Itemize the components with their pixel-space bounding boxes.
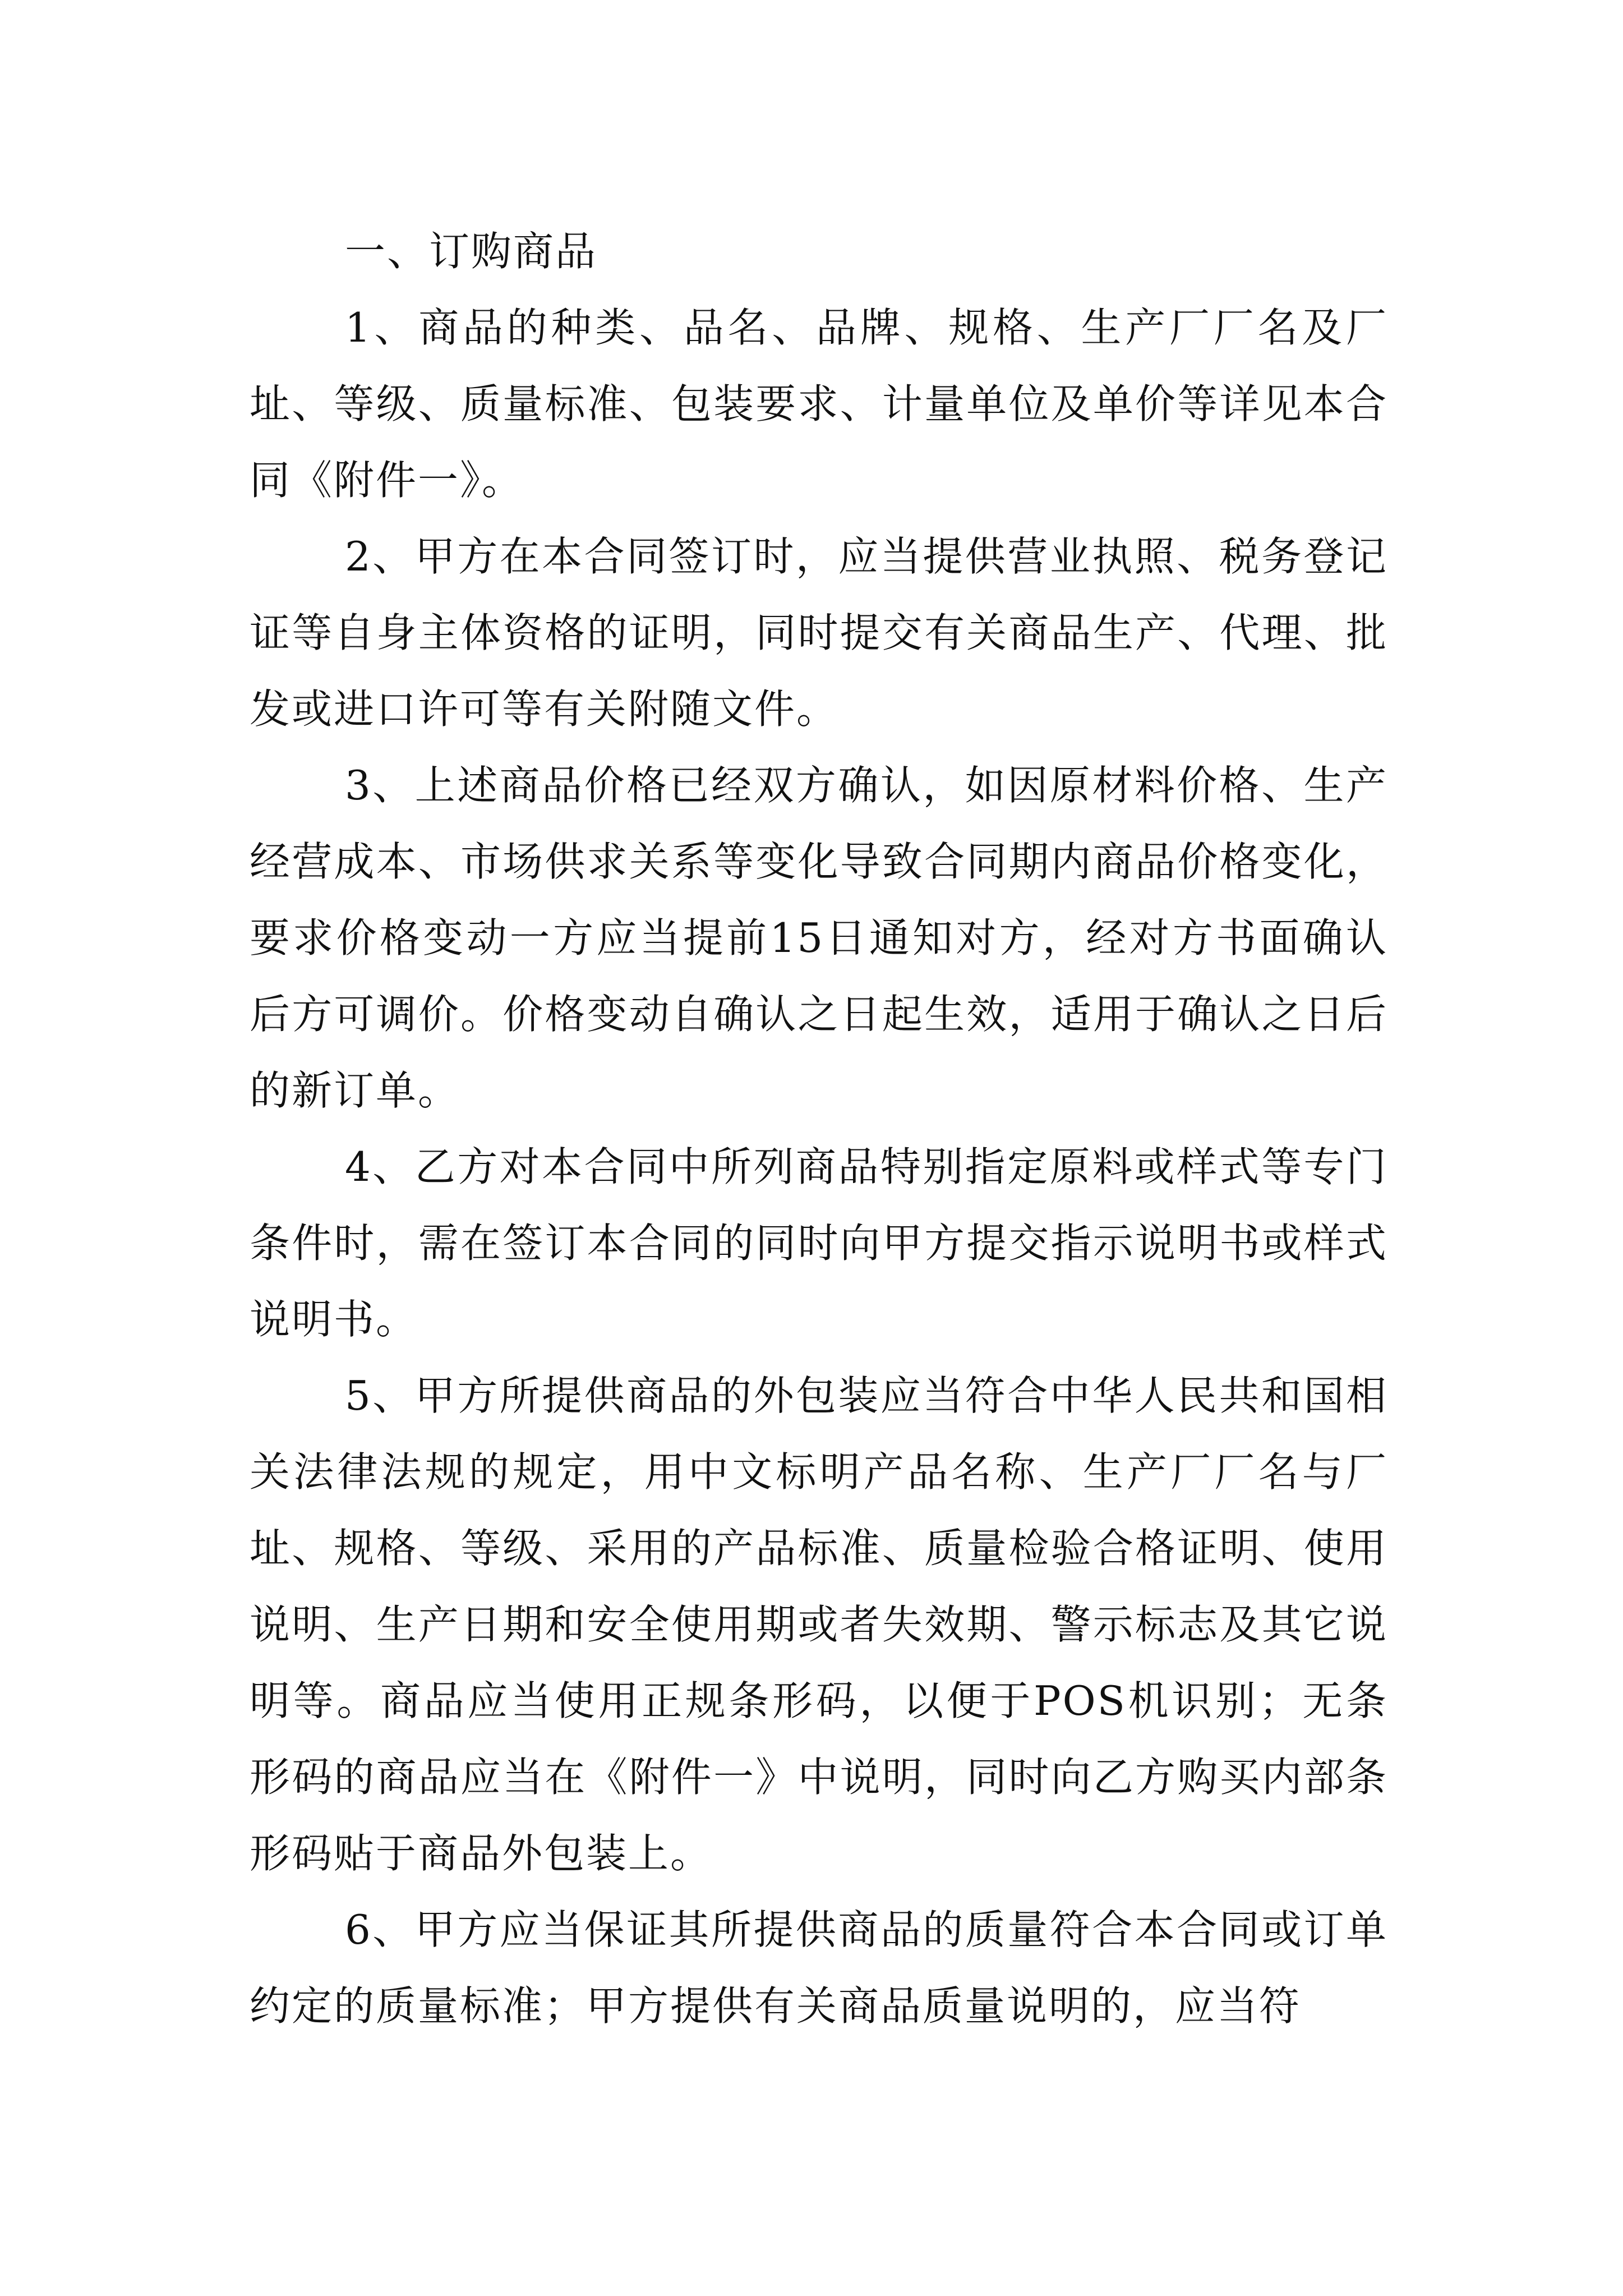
clause-2: 2、甲方在本合同签订时，应当提供营业执照、税务登记证等自身主体资格的证明，同时提交有关商品生产、代理、批发或进口许可等有关附随文件。 bbox=[250, 533, 1388, 733]
section-heading: 一、订购商品 bbox=[345, 228, 598, 275]
clause-3: 3、上述商品价格已经双方确认，如因原材料价格、生产经营成本、市场供求关系等变化导致合同期内商品价格变化，要求价格变动一方应当提前15日通知对方，经对方书面确认后方可调价。价格变动自确认之日起生效，适用于确认之日后的新订单。 bbox=[250, 762, 1388, 1114]
clause-1: 1、商品的种类、品名、品牌、规格、生产厂厂名及厂址、等级、质量标准、包装要求、计量单位及单价等详见本合同《附件一》。 bbox=[250, 304, 1388, 504]
document-body bbox=[250, 213, 1388, 2044]
clause-4: 4、乙方对本合同中所列商品特别指定原料或样式等专门条件时，需在签订本合同的同时向甲方提交指示说明书或样式说明书。 bbox=[250, 1143, 1388, 1343]
clause-5: 5、甲方所提供商品的外包装应当符合中华人民共和国相关法律法规的规定，用中文标明产品名称、生产厂厂名与厂址、规格、等级、采用的产品标准、质量检验合格证明、使用说明、生产日期和安全使用期或者失效期、警示标志及其它说明等。商品应当使用正规条形码，以便于POS机识别；无条形码的商品应当在《附件一》中说明，同时向乙方购买内部条形码贴于商品外包装上。 bbox=[250, 1372, 1388, 1877]
clause-6: 6、甲方应当保证其所提供商品的质量符合本合同或订单约定的质量标准；甲方提供有关商品质量说明的，应当符 bbox=[250, 1906, 1388, 2030]
